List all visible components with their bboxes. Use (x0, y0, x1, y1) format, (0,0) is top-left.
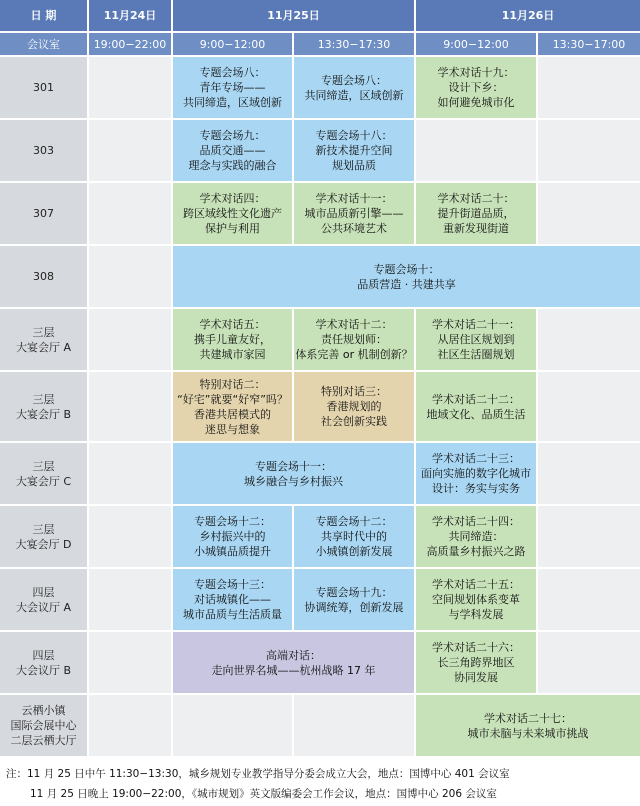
empty-cell (88, 505, 172, 568)
room-307: 307 (0, 182, 88, 245)
row-301 (0, 56, 640, 119)
session-cell: 学术对话二十三： 面向实施的数字化城市 设计：务实与实务 (415, 442, 537, 505)
session-cell: 专题会场十九： 协调统筹，创新发展 (293, 568, 415, 631)
session-cell: 学术对话十二： 责任规划师： 体系完善 or 机制创新？ (293, 308, 415, 371)
session-cell: 专题会场十二： 共享时代中的 小城镇创新发展 (293, 505, 415, 568)
header-day-25: 11月25日 (172, 0, 415, 32)
row-308 (0, 245, 640, 308)
empty-cell (415, 119, 537, 182)
slot-25-morning: 9:00−12:00 (172, 32, 293, 56)
header-day-26: 11月26日 (415, 0, 640, 32)
session-cell: 专题会场十三： 对话城镇化—— 城市品质与生活质量 (172, 568, 293, 631)
empty-cell (88, 442, 172, 505)
session-cell: 学术对话二十一： 从居住区规划到 社区生活圈规划 (415, 308, 537, 371)
empty-cell (88, 308, 172, 371)
empty-cell (537, 182, 640, 245)
row-3f-hall-a (0, 308, 640, 371)
empty-cell (88, 245, 172, 308)
room-3f-hall-d: 三层 大宴会厅 D (0, 505, 88, 568)
session-cell: 特别对话三： 香港规划的 社会创新实践 (293, 371, 415, 442)
empty-cell (88, 56, 172, 119)
empty-cell (537, 371, 640, 442)
empty-cell (537, 308, 640, 371)
empty-cell (537, 442, 640, 505)
room-303: 303 (0, 119, 88, 182)
row-3f-hall-c (0, 442, 640, 505)
session-cell: 学术对话二十七： 城市未脑与未来城市挑战 (415, 694, 640, 757)
header-row-dates (0, 0, 640, 32)
session-cell: 专题会场八： 青年专场—— 共同缔造，区域创新 (172, 56, 293, 119)
row-303 (0, 119, 640, 182)
row-4f-hall-a (0, 568, 640, 631)
empty-cell (88, 182, 172, 245)
header-date-label: 日 期 (0, 0, 88, 32)
empty-cell (537, 505, 640, 568)
session-cell: 学术对话四： 跨区域线性文化遗产 保护与利用 (172, 182, 293, 245)
row-307 (0, 182, 640, 245)
session-cell: 高端对话： 走向世界名城——杭州战略 17 年 (172, 631, 415, 694)
session-cell: 学术对话十一： 城市品质新引擎—— 公共环境艺术 (293, 182, 415, 245)
session-cell: 专题会场九： 品质交通—— 理念与实践的融合 (172, 119, 293, 182)
empty-cell (537, 119, 640, 182)
session-cell: 学术对话十九： 设计下乡： 如何避免城市化 (415, 56, 537, 119)
empty-cell (88, 371, 172, 442)
footnote-line: 注：11 月 25 日中午 11:30−13:30，城乡规划专业教学指导分委会成立大会，地点：国博中心 401 会议室 (6, 768, 510, 780)
empty-cell (537, 631, 640, 694)
header-row-slots (0, 32, 640, 56)
session-cell: 特别对话二： “好宅”就要“好窄”吗？ 香港共居模式的 迷思与想象 (172, 371, 293, 442)
session-cell: 专题会场八： 共同缔造，区域创新 (293, 56, 415, 119)
session-cell: 学术对话五： 携手儿童友好， 共建城市家园 (172, 308, 293, 371)
room-yunqi-hall: 云栖小镇 国际会展中心 二层云栖大厅 (0, 694, 88, 757)
room-4f-hall-a: 四层 大会议厅 A (0, 568, 88, 631)
header-day-24: 11月24日 (88, 0, 172, 32)
room-3f-hall-c: 三层 大宴会厅 C (0, 442, 88, 505)
session-cell: 学术对话二十四： 共同缔造： 高质量乡村振兴之路 (415, 505, 537, 568)
room-4f-hall-b: 四层 大会议厅 B (0, 631, 88, 694)
slot-24-evening: 19:00−22:00 (88, 32, 172, 56)
empty-cell (537, 56, 640, 119)
slot-26-morning: 9:00−12:00 (415, 32, 537, 56)
session-cell: 学术对话二十六： 长三角跨界地区 协同发展 (415, 631, 537, 694)
empty-cell (88, 694, 172, 757)
header-room-label: 会议室 (0, 32, 88, 56)
session-cell: 专题会场十二： 乡村振兴中的 小城镇品质提升 (172, 505, 293, 568)
slot-25-afternoon: 13:30−17:30 (293, 32, 415, 56)
footnotes (6, 764, 636, 804)
room-3f-hall-a: 三层 大宴会厅 A (0, 308, 88, 371)
session-cell: 学术对话二十二： 地域文化、品质生活 (415, 371, 537, 442)
row-4f-hall-b (0, 631, 640, 694)
empty-cell (172, 694, 293, 757)
empty-cell (88, 568, 172, 631)
row-yunqi-hall (0, 694, 640, 757)
session-cell: 学术对话二十五： 空间规划体系变革 与学科发展 (415, 568, 537, 631)
footnote-line: 11 月 25 日晚上 19:00−22:00，《城市规划》英文版编委会工作会议，地点：国博中心 206 会议室 (30, 788, 497, 800)
empty-cell (293, 694, 415, 757)
room-301: 301 (0, 56, 88, 119)
session-cell: 专题会场十： 品质营造 · 共建共享 (172, 245, 640, 308)
slot-26-afternoon: 13:30−17:00 (537, 32, 640, 56)
session-cell: 专题会场十一： 城乡融合与乡村振兴 (172, 442, 415, 505)
empty-cell (537, 568, 640, 631)
room-308: 308 (0, 245, 88, 308)
room-3f-hall-b: 三层 大宴会厅 B (0, 371, 88, 442)
empty-cell (88, 119, 172, 182)
session-cell: 学术对话二十： 提升街道品质， 重新发现街道 (415, 182, 537, 245)
row-3f-hall-b (0, 371, 640, 442)
session-cell: 专题会场十八： 新技术提升空间 规划品质 (293, 119, 415, 182)
row-3f-hall-d (0, 505, 640, 568)
empty-cell (88, 631, 172, 694)
